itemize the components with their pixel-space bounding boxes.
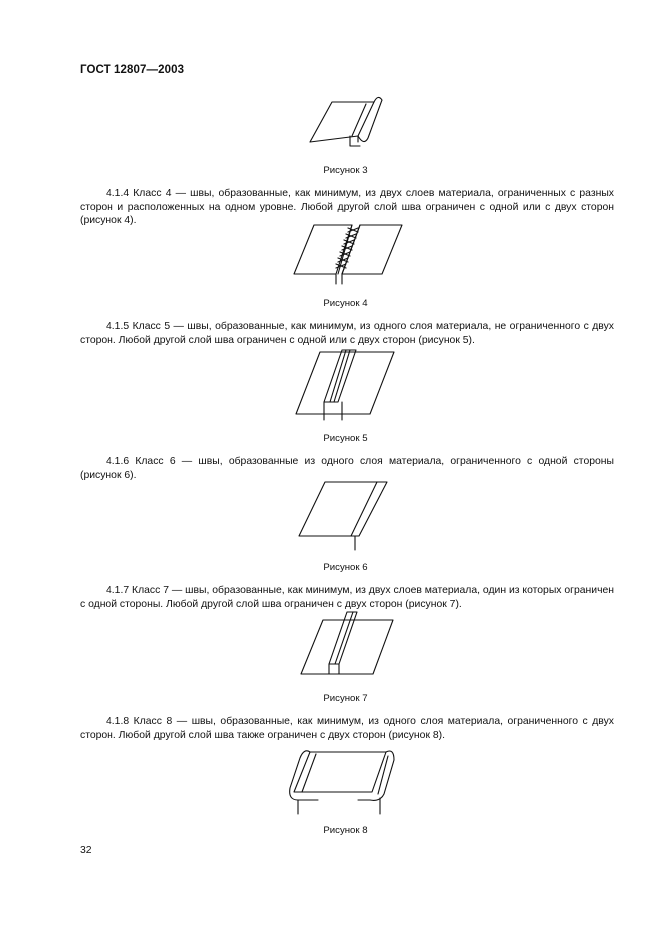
paragraph-4-1-4: 4.1.4 Класс 4 — швы, образованные, как минимум, из двух слоев материала, ограниченных с разных сторон и расположенных на одном уровне. Любой другой слой шва ограничен с одной или с двух сторон (рисунок 4). (80, 188, 614, 226)
page-number: 32 (80, 845, 92, 856)
figure-8-caption: Рисунок 8 (323, 825, 368, 836)
paragraph-4-1-6: 4.1.6 Класс 6 — швы, образованные из одного слоя материала, ограниченного с одной стороны (рисунок 6). (80, 456, 614, 481)
figure-8-drawing (288, 748, 404, 820)
figure-7-caption: Рисунок 7 (323, 693, 368, 704)
figure-6-caption: Рисунок 6 (323, 562, 368, 573)
paragraph-4-1-5: 4.1.5 Класс 5 — швы, образованные, как минимум, из одного слоя материала, не ограниченного с двух сторон. Любой другой слой шва ограничен с одной или с двух сторон (рисунок 5). (80, 321, 614, 346)
paragraph-4-1-8: 4.1.8 Класс 8 — швы, образованные, как минимум, из одного слоя материала, ограниченного с двух сторон. Любой другой слой шва также ограничен с двух сторон (рисунок 8). (80, 716, 614, 741)
figure-3-drawing (300, 92, 390, 154)
figure-7-drawing (297, 610, 397, 686)
figure-3-caption: Рисунок 3 (323, 165, 368, 176)
figure-5-drawing (292, 348, 402, 424)
figure-4-drawing (290, 222, 410, 288)
figure-6-drawing (295, 478, 395, 554)
paragraph-4-1-7: 4.1.7 Класс 7 — швы, образованные, как минимум, из двух слоев материала, один из которых ограничен с одной стороны. Любой другой слой шва ограничен с двух сторон (рисунок 7). (80, 585, 614, 610)
figure-4-caption: Рисунок 4 (323, 298, 368, 309)
document-header: ГОСТ 12807—2003 (80, 64, 185, 76)
figure-5-caption: Рисунок 5 (323, 433, 368, 444)
